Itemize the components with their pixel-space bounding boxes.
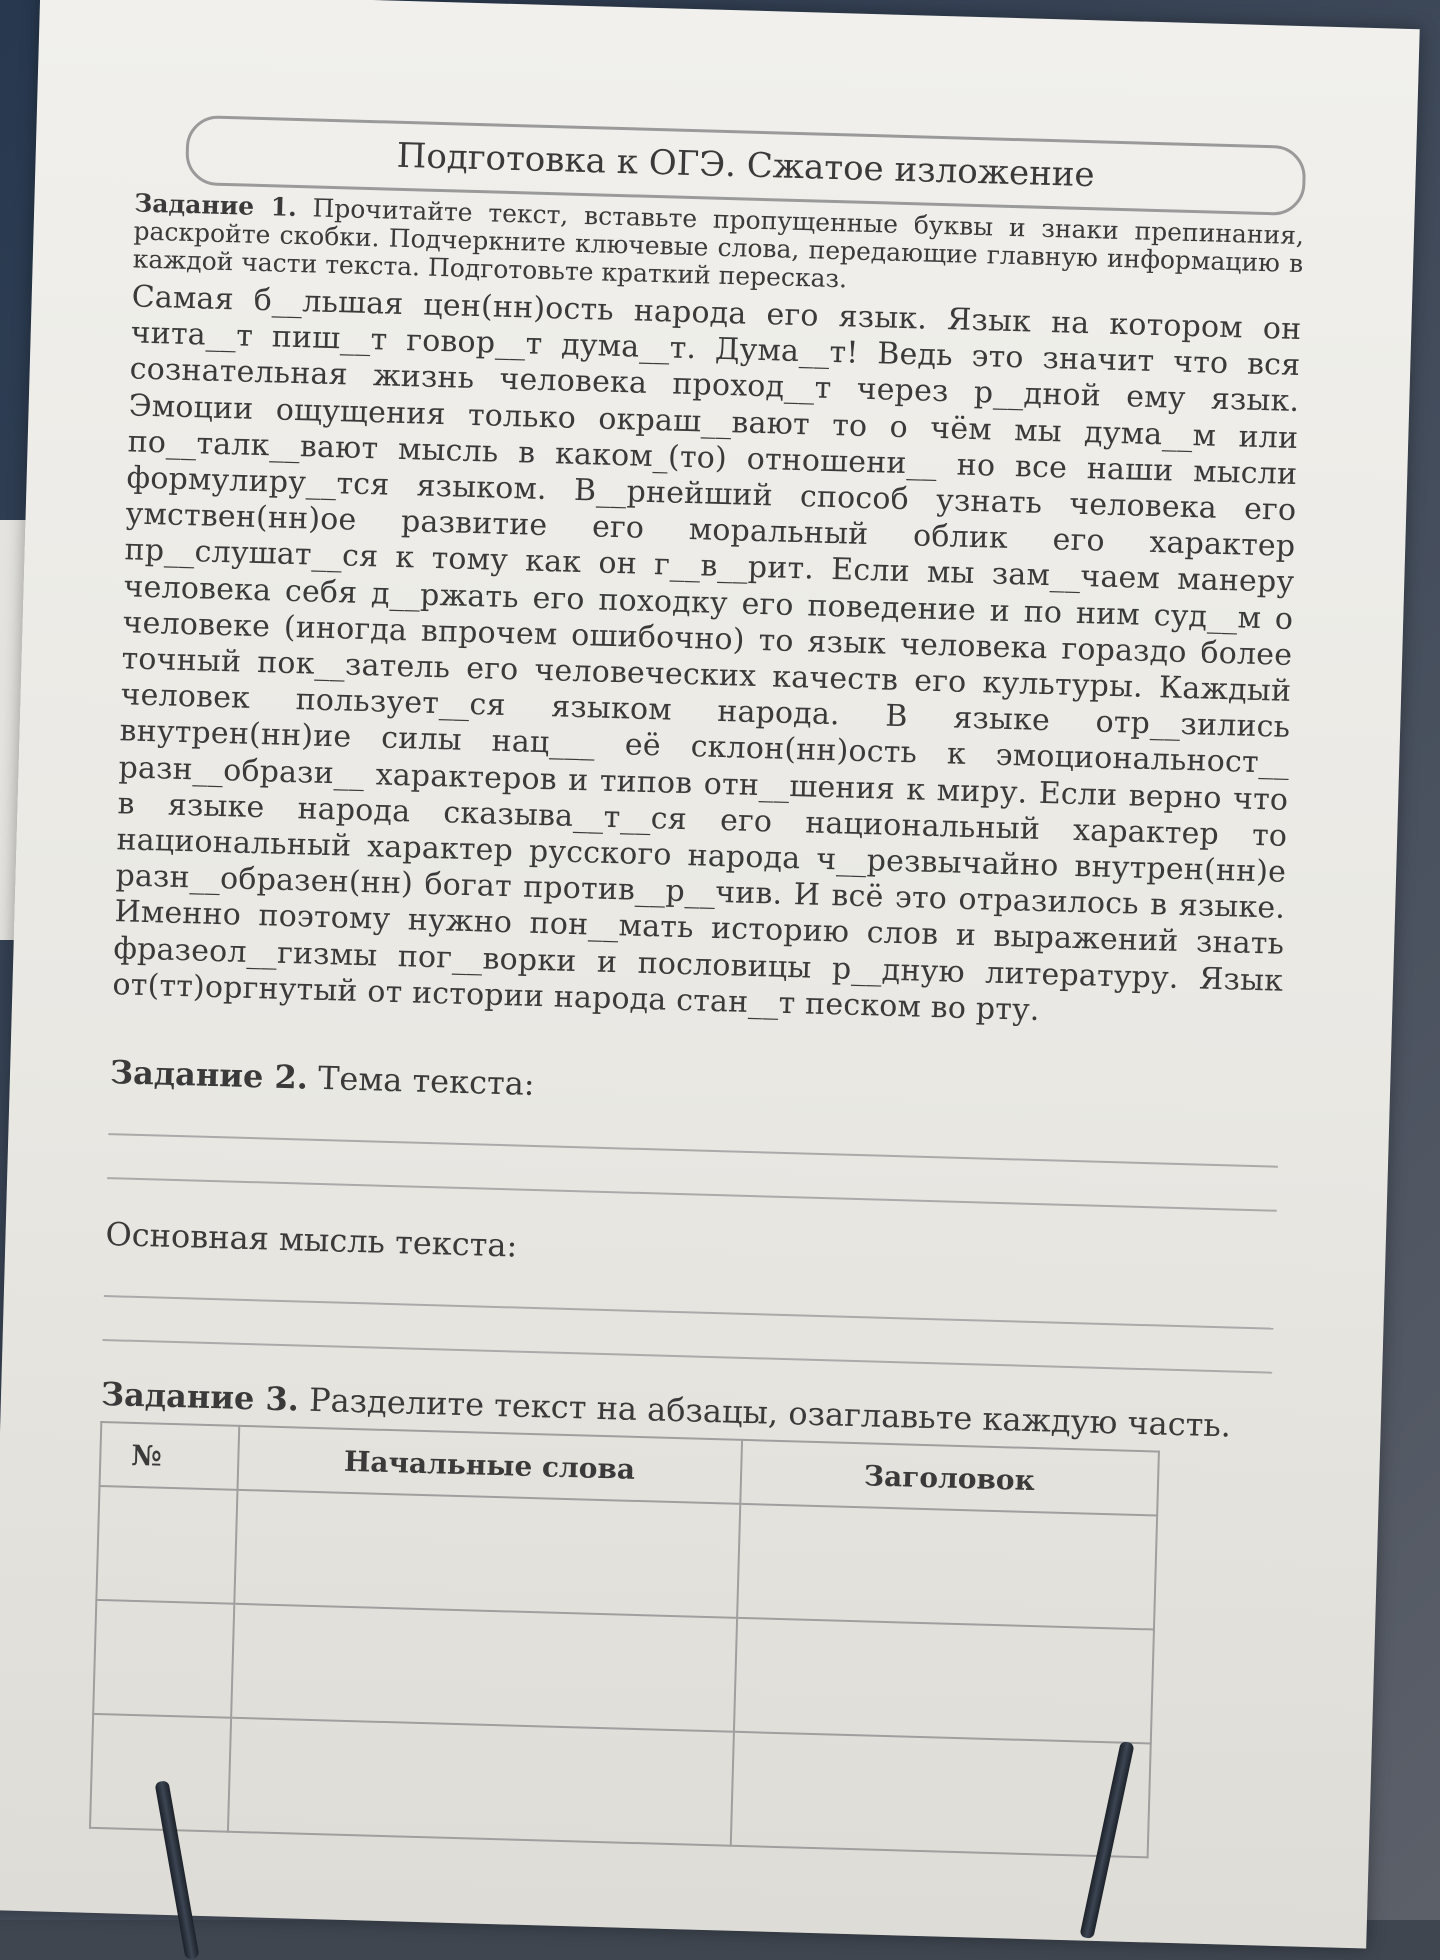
topic-answer-line-1[interactable] bbox=[108, 1133, 1278, 1168]
task2-topic-label: Тема текста: bbox=[317, 1058, 536, 1104]
column-header-number: № bbox=[100, 1422, 240, 1490]
table-cell[interactable] bbox=[730, 1732, 1150, 1858]
task3-label: Задание 3. bbox=[100, 1375, 300, 1419]
column-header-start-words: Начальные слова bbox=[237, 1426, 741, 1504]
table-cell[interactable] bbox=[734, 1618, 1154, 1744]
task2-topic bbox=[110, 1053, 1281, 1124]
table-cell[interactable] bbox=[231, 1604, 737, 1732]
table-cell[interactable] bbox=[96, 1486, 237, 1604]
task1-instruction: Прочитайте текст, вставьте пропущенные буквы и знаки препинания, раскройте скобки. Подчеркните ключевые слова, передающие главную информацию в каждой части текста. Подготовьте краткий пересказ. bbox=[132, 193, 1305, 294]
main-idea-label: Основная мысль текста: bbox=[105, 1215, 518, 1265]
main-idea-answer-line-2[interactable] bbox=[103, 1339, 1273, 1374]
task2-main-idea bbox=[105, 1215, 1276, 1286]
task1-label: Задание 1. bbox=[133, 188, 298, 222]
paragraph-table bbox=[89, 1421, 1160, 1858]
table-cell[interactable] bbox=[234, 1490, 740, 1618]
topic-answer-line-2[interactable] bbox=[107, 1177, 1277, 1212]
exercise-text: Самая б__льшая цен(нн)ость народа его язык. Язык на котором он чита__т пиш__т говор__т дума__т. Дума__т! Ведь это значит что вся сознательная жизнь человека проход__т через р__дной ему язык. Эмоции ощущения только окраш__вают то о чём мы дума__м или по__талк__вают мысль в каком_(то) отношени__ но все наши мысли формулиру__тся языком. В__рнейший способ узнать человека его умствен(нн)ое развитие его моральный облик его характер пр__слушат__ся к тому как он г__в__рит. Если мы зам__чаем манеру человека себя д__ржать его походку его поведение и по ним суд__м о человеке (иногда впрочем ошибочно) то язык человека гораздо более точный пок__затель его человеческих качеств его культуры. Каждый человек пользует__ся языком народа. В языке отр__зились внутрен(нн)ие силы нац___ её склон(нн)ость к эмоциональност__ разн__образи__ характеров и типов отн__шения к миру. Если верно что в языке народа сказыва__т__ся его национальный характер то национальный характер русского народа ч__резвычайно внутрен(нн)е разн__образен(нн) богат против__р__чив. И всё это отразилось в языке. Именно поэтому нужно пон__мать историю слов и выражений знать фразеол__гизмы пог__ворки и пословицы р__дную литературу. Язык от(тт)оргнутый от истории народа стан__т песком во рту. bbox=[112, 279, 1302, 1028]
table-cell[interactable] bbox=[737, 1504, 1157, 1630]
page-title-text: Подготовка к ОГЭ. Сжатое изложение bbox=[396, 135, 1096, 196]
column-header-title: Заголовок bbox=[740, 1440, 1159, 1516]
task2-label: Задание 2. bbox=[109, 1053, 309, 1097]
table-cell[interactable] bbox=[228, 1718, 734, 1846]
main-idea-answer-line-1[interactable] bbox=[104, 1295, 1274, 1330]
worksheet-content bbox=[89, 113, 1306, 1861]
task3-instruction: Разделите текст на абзацы, озаглавьте каждую часть. bbox=[308, 1380, 1232, 1445]
table-cell[interactable] bbox=[93, 1600, 234, 1718]
